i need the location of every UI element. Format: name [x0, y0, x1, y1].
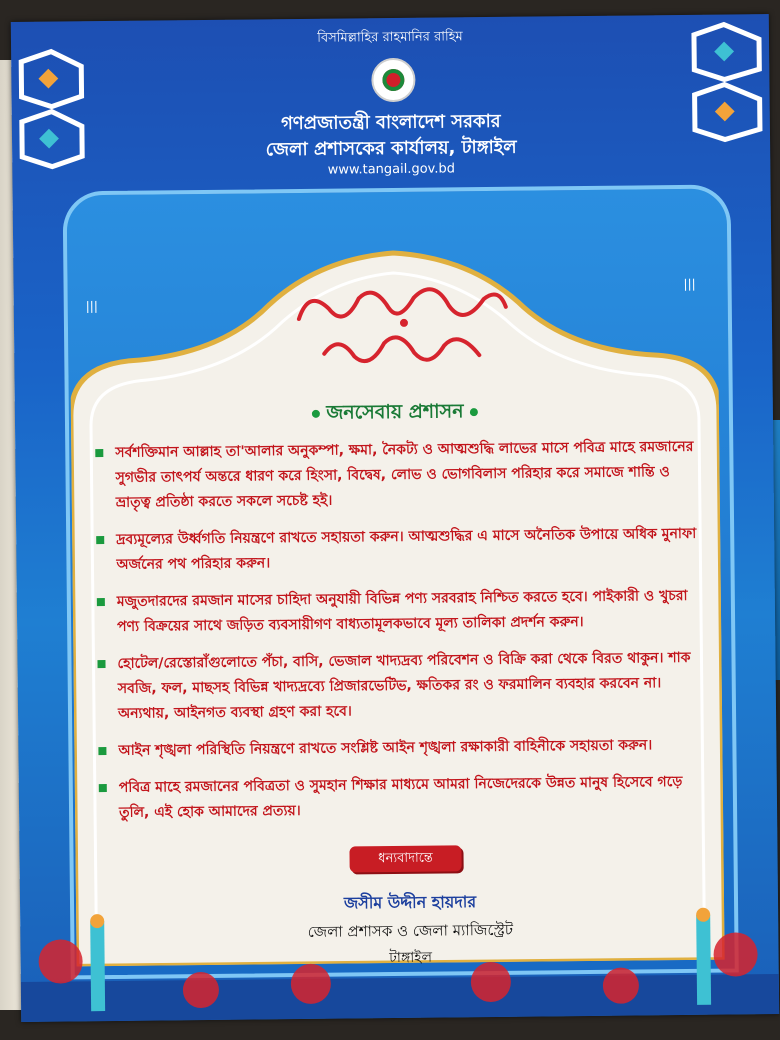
government-title: গণপ্রজাতন্ত্রী বাংলাদেশ সরকার: [280, 110, 501, 135]
list-item: দ্রব্যমূল্যের উর্ধ্বগতি নিয়ন্ত্রণে রাখতে সহায়তা করুন। আত্মশুদ্ধির এ মাসে অনৈতিক উপায়ে অধিক মুনাফা অর্জনের পথ পরিহার করুন।: [96, 522, 706, 578]
bullet-square-icon: [98, 747, 106, 755]
lantern-marker-left-icon: |||: [85, 299, 98, 314]
office-title: জেলা প্রশাসকের কার্যালয়, টাঙ্গাইল: [265, 136, 517, 161]
signer-place: টাঙ্গাইল: [389, 949, 433, 967]
signer-name: জসীম উদ্দীন হায়দার: [343, 892, 477, 913]
list-item: সর্বশক্তিমান আল্লাহ তা'আলার অনুকম্পা, ক্ষমা, নৈকট্য ও আত্মশুদ্ধি লাভের মাসে পবিত্র মাহে রমজানের সুগভীর তাৎপর্য অন্তরে ধারণ করে হিংসা, বিদ্বেষ, লোভ ও ভোগবিলাস পরিহার করে সমাজে শান্তি ও ভ্রাতৃত্ব প্রতিষ্ঠা করতে সকলে সচেষ্ট হই।: [95, 435, 706, 516]
list-item: আইন শৃঙ্খলা পরিস্থিতি নিয়ন্ত্রণে রাখতে সংশ্লিষ্ট আইন শৃঙ্খলা রক্ষাকারী বাহিনীকে সহায়তা করুন।: [98, 733, 708, 764]
greeting-calligraphy: [283, 277, 514, 379]
lantern-marker-right-icon: |||: [683, 276, 696, 291]
bullet-square-icon: [99, 784, 107, 792]
thanks-label: ধন্যবাদান্তে: [349, 845, 461, 872]
list-item: হোটেল/রেস্তোরাঁগুলোতে পঁচা, বাসি, ভেজাল খাদ্যদ্রব্য পরিবেশন ও বিক্রি করা থেকে বিরত থাকুন। শাক সবজি, ফল, মাছসহ বিভিন্ন খাদ্যদ্রব্যে প্রিজারভেটিভ, ক্ষতিকর রং ও ফরমালিন ব্যবহার করবেন না। অন্যথায়, আইনগত ব্যবস্থা গ্রহণ করা হবে।: [97, 646, 708, 727]
bullet-square-icon: [97, 660, 105, 668]
bullet-square-icon: [95, 449, 103, 457]
bottom-mosaic-ornament: [20, 874, 779, 1022]
bangladesh-government-emblem-icon: [371, 58, 415, 102]
ramadan-poster: [11, 14, 779, 1022]
heading-dot-left-icon: [312, 409, 320, 417]
list-item: পবিত্র মাহে রমজানের পবিত্রতা ও সুমহান শিক্ষার মাধ্যমে আমরা নিজেদেরকে উন্নত মানুষ হিসেবে গড়ে তুলি, এই হোক আমাদের প্রত্যয়।: [99, 770, 709, 826]
bismillah-text: বিসমিল্লাহির রাহমানির রাহিম: [317, 29, 463, 46]
bullet-square-icon: [96, 536, 104, 544]
bullet-square-icon: [97, 598, 105, 606]
heading-text: জনসেবায় প্রশাসন: [326, 400, 464, 424]
list-item: মজুতদারদের রমজান মাসের চাহিদা অনুযায়ী বিভিন্ন পণ্য সরবরাহ নিশ্চিত করতে হবে। পাইকারী ও খুচরা পণ্য বিক্রয়ের সাথে জড়িত ব্যবসায়ীগণ বাধ্যতামূলকভাবে মূল্য তালিকা প্রদর্শন করুন।: [97, 584, 707, 640]
signer-designation: জেলা প্রশাসক ও জেলা ম্যাজিস্ট্রেট: [307, 920, 514, 941]
section-heading: [265, 397, 525, 432]
website-text: www.tangail.gov.bd: [327, 161, 456, 178]
heading-dot-right-icon: [469, 408, 477, 416]
notice-list: [95, 435, 709, 838]
